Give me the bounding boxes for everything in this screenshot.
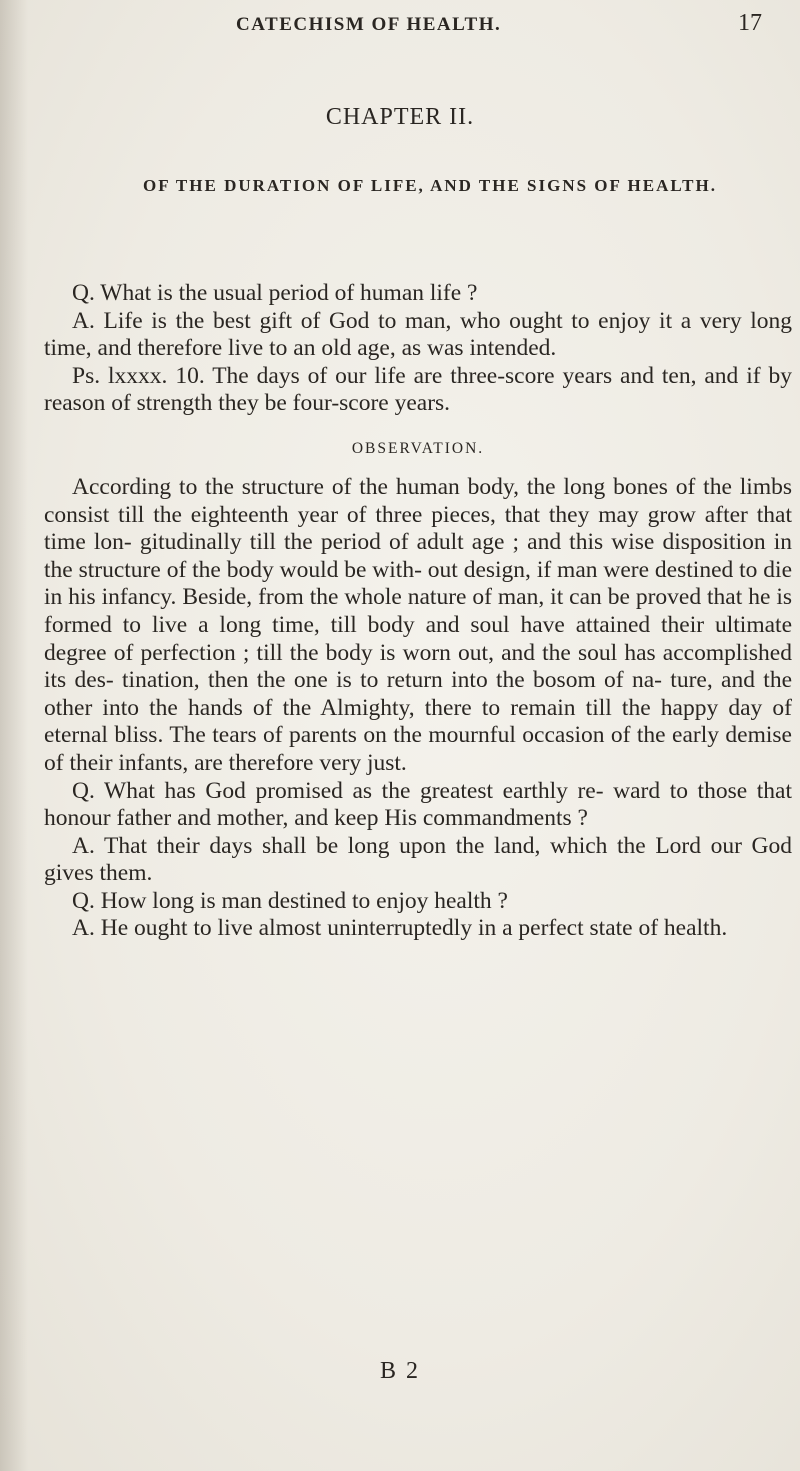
page-number: 17: [738, 10, 762, 36]
page-edge-shadow: [0, 0, 28, 1471]
observation-heading: OBSERVATION.: [351, 439, 485, 457]
answer-paragraph: A. Life is the best gift of God to man, who ought to enjoy it a very long time, and therefore live to an old age, as was intended.: [44, 307, 792, 362]
question-paragraph: Q. What has God promised as the greatest earthly re- ward to those that honour father and mother, and keep His commandments ?: [44, 777, 792, 832]
running-title: CATECHISM OF HEALTH.: [236, 14, 502, 35]
chapter-subtitle: OF THE DURATION OF LIFE, AND THE SIGNS OF HEALTH.: [143, 176, 717, 195]
question-paragraph: Q. What is the usual period of human life ?: [72, 280, 478, 306]
answer-paragraph: A. That their days shall be long upon the land, which the Lord our God gives them.: [44, 832, 792, 887]
observation-paragraph: According to the structure of the human body, the long bones of the limbs consist till the eighteenth year of three pieces, that they may grow after that time lon- gitudinally till the period of adult age ; and this wise disposition in the structure of the body would be with- out design, if man were destined to die in his infancy. Beside, from the whole nature of man, it can be proved that he is formed to live a long time, till body and soul have attained their ultimate degree of perfection ; till the body is worn out, and the soul has accomplished its des- tination, then the one is to return into the bosom of na- ture, and the other into the hands of the Almighty, there to remain till the happy day of eternal bliss. The tears of parents on the mournful occasion of the early demise of their infants, are therefore very just.: [44, 473, 792, 776]
question-paragraph: Q. How long is man destined to enjoy health ?: [72, 887, 508, 914]
body-text: [44, 280, 792, 943]
chapter-title: CHAPTER II.: [325, 104, 475, 130]
psalm-citation-paragraph: Ps. lxxxx. 10. The days of our life are three-score years and ten, and if by reason of strength they be four-score years.: [44, 362, 792, 417]
running-head: [0, 6, 800, 46]
signature-mark: B 2: [380, 1358, 421, 1384]
answer-paragraph: A. He ought to live almost uninterruptedly in a perfect state of health.: [72, 915, 728, 942]
